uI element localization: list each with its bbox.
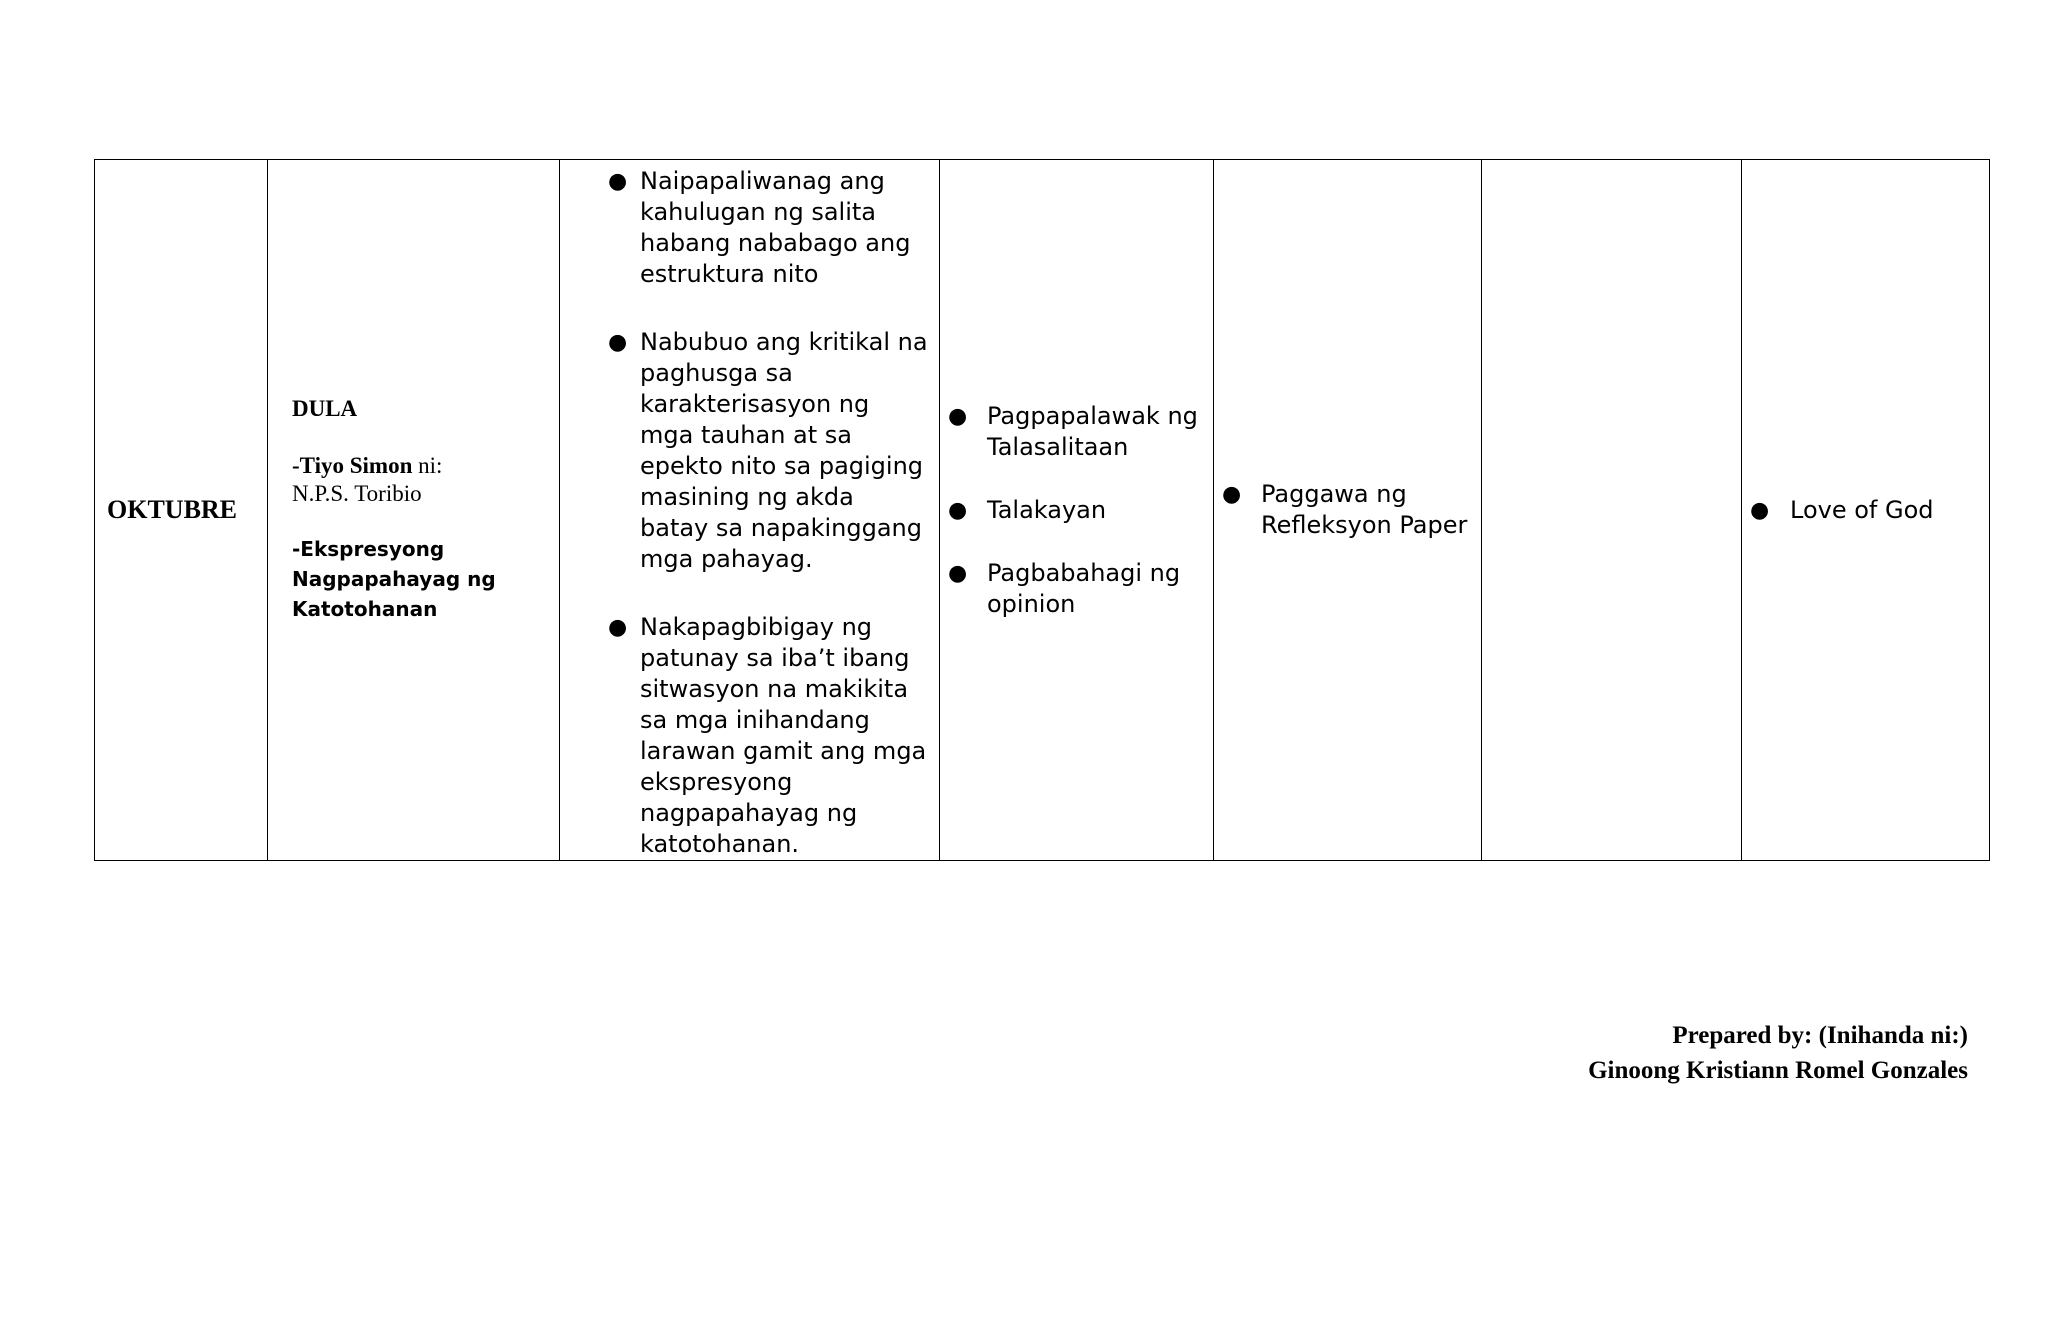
- story-by: ni:: [412, 453, 443, 478]
- assessment-list: [1214, 479, 1481, 541]
- list-item: ● Talakayan: [948, 495, 1107, 524]
- list-item: ● Nabubuo ang kritikal na paghusga sa karakterisasyon ng mga tauhan at sa epekto nito sa pagiging masining ng akda batay sa napakinggang mga pahayag.: [608, 328, 928, 573]
- signature-block: [1588, 1018, 1968, 1088]
- resources-cell: [1482, 160, 1742, 861]
- prepared-by-label: Prepared by: (Inihanda ni:): [1672, 1022, 1968, 1049]
- list-item: ● Paggawa ng Refleksyon Paper: [1222, 480, 1468, 539]
- bullet-icon: ●: [948, 497, 968, 523]
- competencies-list: [600, 166, 929, 860]
- topic-genre: DULA: [292, 396, 358, 421]
- bullet-icon: ●: [948, 403, 968, 429]
- activities-cell: [940, 160, 1214, 861]
- bullet-icon: ●: [608, 615, 628, 640]
- bullet-icon: ●: [948, 560, 968, 586]
- bullet-icon: ●: [1222, 482, 1242, 507]
- bullet-icon: ●: [1750, 497, 1770, 523]
- list-item: ● Pagpapalawak ng Talasalitaan: [948, 401, 1198, 461]
- story-author: N.P.S. Toribio: [292, 481, 422, 506]
- table-row: [95, 160, 1990, 861]
- activities-list: [940, 401, 1213, 620]
- month-cell: [95, 160, 268, 861]
- list-item: ● Naipapaliwanag ang kahulugan ng salita habang nababago ang estruktura nito: [608, 167, 911, 288]
- bullet-icon: ●: [608, 169, 628, 194]
- values-cell: [1742, 160, 1990, 861]
- list-item: ● Love of God: [1750, 495, 1934, 524]
- topic-cell: [268, 160, 560, 861]
- values-list: [1742, 495, 1989, 526]
- month-label: OKTUBRE: [107, 495, 238, 524]
- bullet-icon: ●: [608, 330, 628, 355]
- topic-lesson: -Ekspresyong Nagpapahayag ng Katotohanan: [292, 537, 496, 621]
- list-item: ● Pagbabahagi ng opinion: [948, 558, 1181, 618]
- competencies-cell: [560, 160, 940, 861]
- preparer-name: Ginoong Kristiann Romel Gonzales: [1588, 1057, 1968, 1084]
- topic-story: [292, 452, 559, 508]
- curriculum-map-table: [94, 159, 1990, 861]
- list-item: ● Nakapagbibigay ng patunay sa iba’t ibang sitwasyon na makikita sa mga inihandang larawan gamit ang mga ekspresyong nagpapahayag ng katotohanan.: [608, 613, 927, 858]
- story-title: -Tiyo Simon: [292, 453, 413, 478]
- assessment-cell: [1214, 160, 1482, 861]
